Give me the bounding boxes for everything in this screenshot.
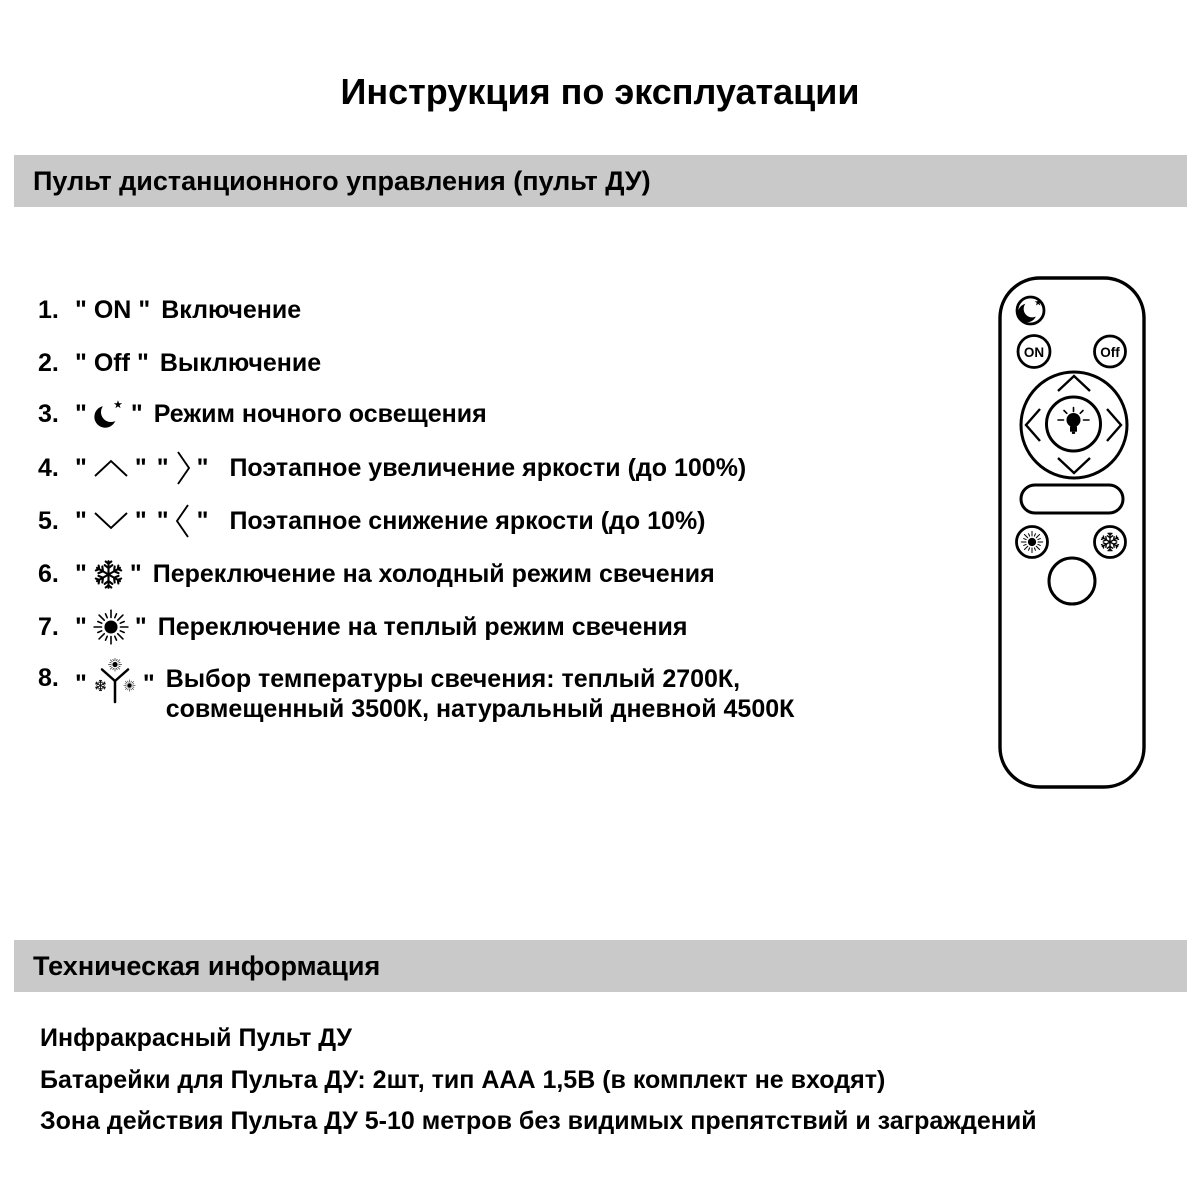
- quote-mark: ": [75, 669, 87, 698]
- item-number: 3.: [38, 399, 59, 428]
- quote-mark: ": [75, 348, 87, 377]
- remote-warm-button: [1017, 527, 1048, 558]
- section-header-remote: [14, 155, 1187, 207]
- item-number: 4.: [38, 453, 59, 482]
- item-text: Включение: [161, 296, 302, 324]
- quote-mark: ": [156, 453, 169, 482]
- instruction-item: [38, 292, 301, 328]
- item-symbols: [70, 558, 147, 591]
- quote-mark: ": [75, 612, 87, 641]
- quote-mark: ": [134, 453, 147, 482]
- item-text: Выбор температуры свечения: теплый 2700К, совмещенный 3500К, натуральный дневной 4500К: [165, 665, 795, 723]
- section-header-tech-label: Техническая информация: [33, 950, 381, 981]
- item-text: Переключение на теплый режим свечения: [157, 613, 688, 641]
- quote-mark: ": [138, 295, 151, 324]
- item-symbols: [70, 397, 148, 431]
- quote-mark: ": [129, 559, 142, 588]
- remote-control-diagram: [990, 270, 1155, 800]
- instruction-item: [38, 450, 746, 486]
- item-number: 1.: [38, 295, 59, 324]
- chevron-down-icon: [92, 510, 130, 532]
- sun-icon: [92, 608, 130, 646]
- remote-off-label: Off: [1100, 345, 1120, 360]
- quote-mark: ": [196, 506, 209, 535]
- quote-mark: ": [75, 453, 87, 482]
- item-symbols: [70, 664, 160, 704]
- instruction-item: [38, 664, 794, 724]
- item-symbols: [70, 608, 152, 646]
- section-header-tech: [14, 940, 1187, 992]
- item-text: Выключение: [159, 349, 322, 377]
- quote-mark: ": [75, 559, 87, 588]
- instruction-item: [38, 345, 321, 381]
- button-label: Off: [93, 348, 130, 377]
- section-header-remote-label: Пульт дистанционного управления (пульт ДУ): [33, 165, 651, 196]
- item-number: 8.: [38, 664, 59, 692]
- chevron-left-icon: [174, 502, 192, 540]
- item-number: 6.: [38, 559, 59, 588]
- quote-mark: ": [75, 506, 87, 535]
- quote-mark: ": [130, 399, 143, 428]
- quote-mark: ": [156, 506, 169, 535]
- remote-night-mode-button: [1017, 297, 1044, 324]
- item-number: 2.: [38, 348, 59, 377]
- quote-mark: ": [136, 348, 149, 377]
- item-symbols: [70, 296, 155, 325]
- item-symbols: [70, 449, 213, 487]
- page-title: Инструкция по эксплуатации: [340, 71, 860, 112]
- quote-mark: ": [142, 669, 155, 698]
- chevron-up-icon: [92, 457, 130, 479]
- temp-select-icon: [92, 658, 138, 704]
- remote-on-label: ON: [1023, 345, 1045, 360]
- instruction-item: [38, 396, 487, 432]
- item-text: Поэтапное увеличение яркости (до 100%): [229, 454, 747, 482]
- sun-icon: [1021, 531, 1042, 552]
- item-number: 5.: [38, 506, 59, 535]
- instruction-item: [38, 556, 715, 592]
- chevron-right-icon: [174, 449, 192, 487]
- item-text: Поэтапное снижение яркости (до 10%): [229, 507, 706, 535]
- button-label: ON: [93, 295, 132, 324]
- item-symbols: [70, 349, 154, 378]
- item-symbols: [70, 502, 213, 540]
- quote-mark: ": [134, 506, 147, 535]
- instruction-item: [38, 503, 706, 539]
- item-text: Режим ночного освещения: [153, 400, 487, 428]
- instruction-item: [38, 609, 687, 645]
- snowflake-icon: [92, 558, 125, 591]
- item-number: 7.: [38, 612, 59, 641]
- quote-mark: ": [134, 612, 147, 641]
- tech-info-line: Инфракрасный Пульт ДУ: [40, 1024, 352, 1052]
- quote-mark: ": [75, 399, 87, 428]
- moon-icon: [92, 397, 126, 431]
- tech-info-line: Зона действия Пульта ДУ 5-10 метров без видимых препятствий и заграждений: [40, 1107, 1037, 1135]
- item-text: Переключение на холодный режим свечения: [152, 560, 715, 588]
- tech-info-line: Батарейки для Пульта ДУ: 2шт, тип ААА 1,5В (в комплект не входят): [40, 1066, 886, 1094]
- quote-mark: ": [75, 295, 87, 324]
- quote-mark: ": [196, 453, 209, 482]
